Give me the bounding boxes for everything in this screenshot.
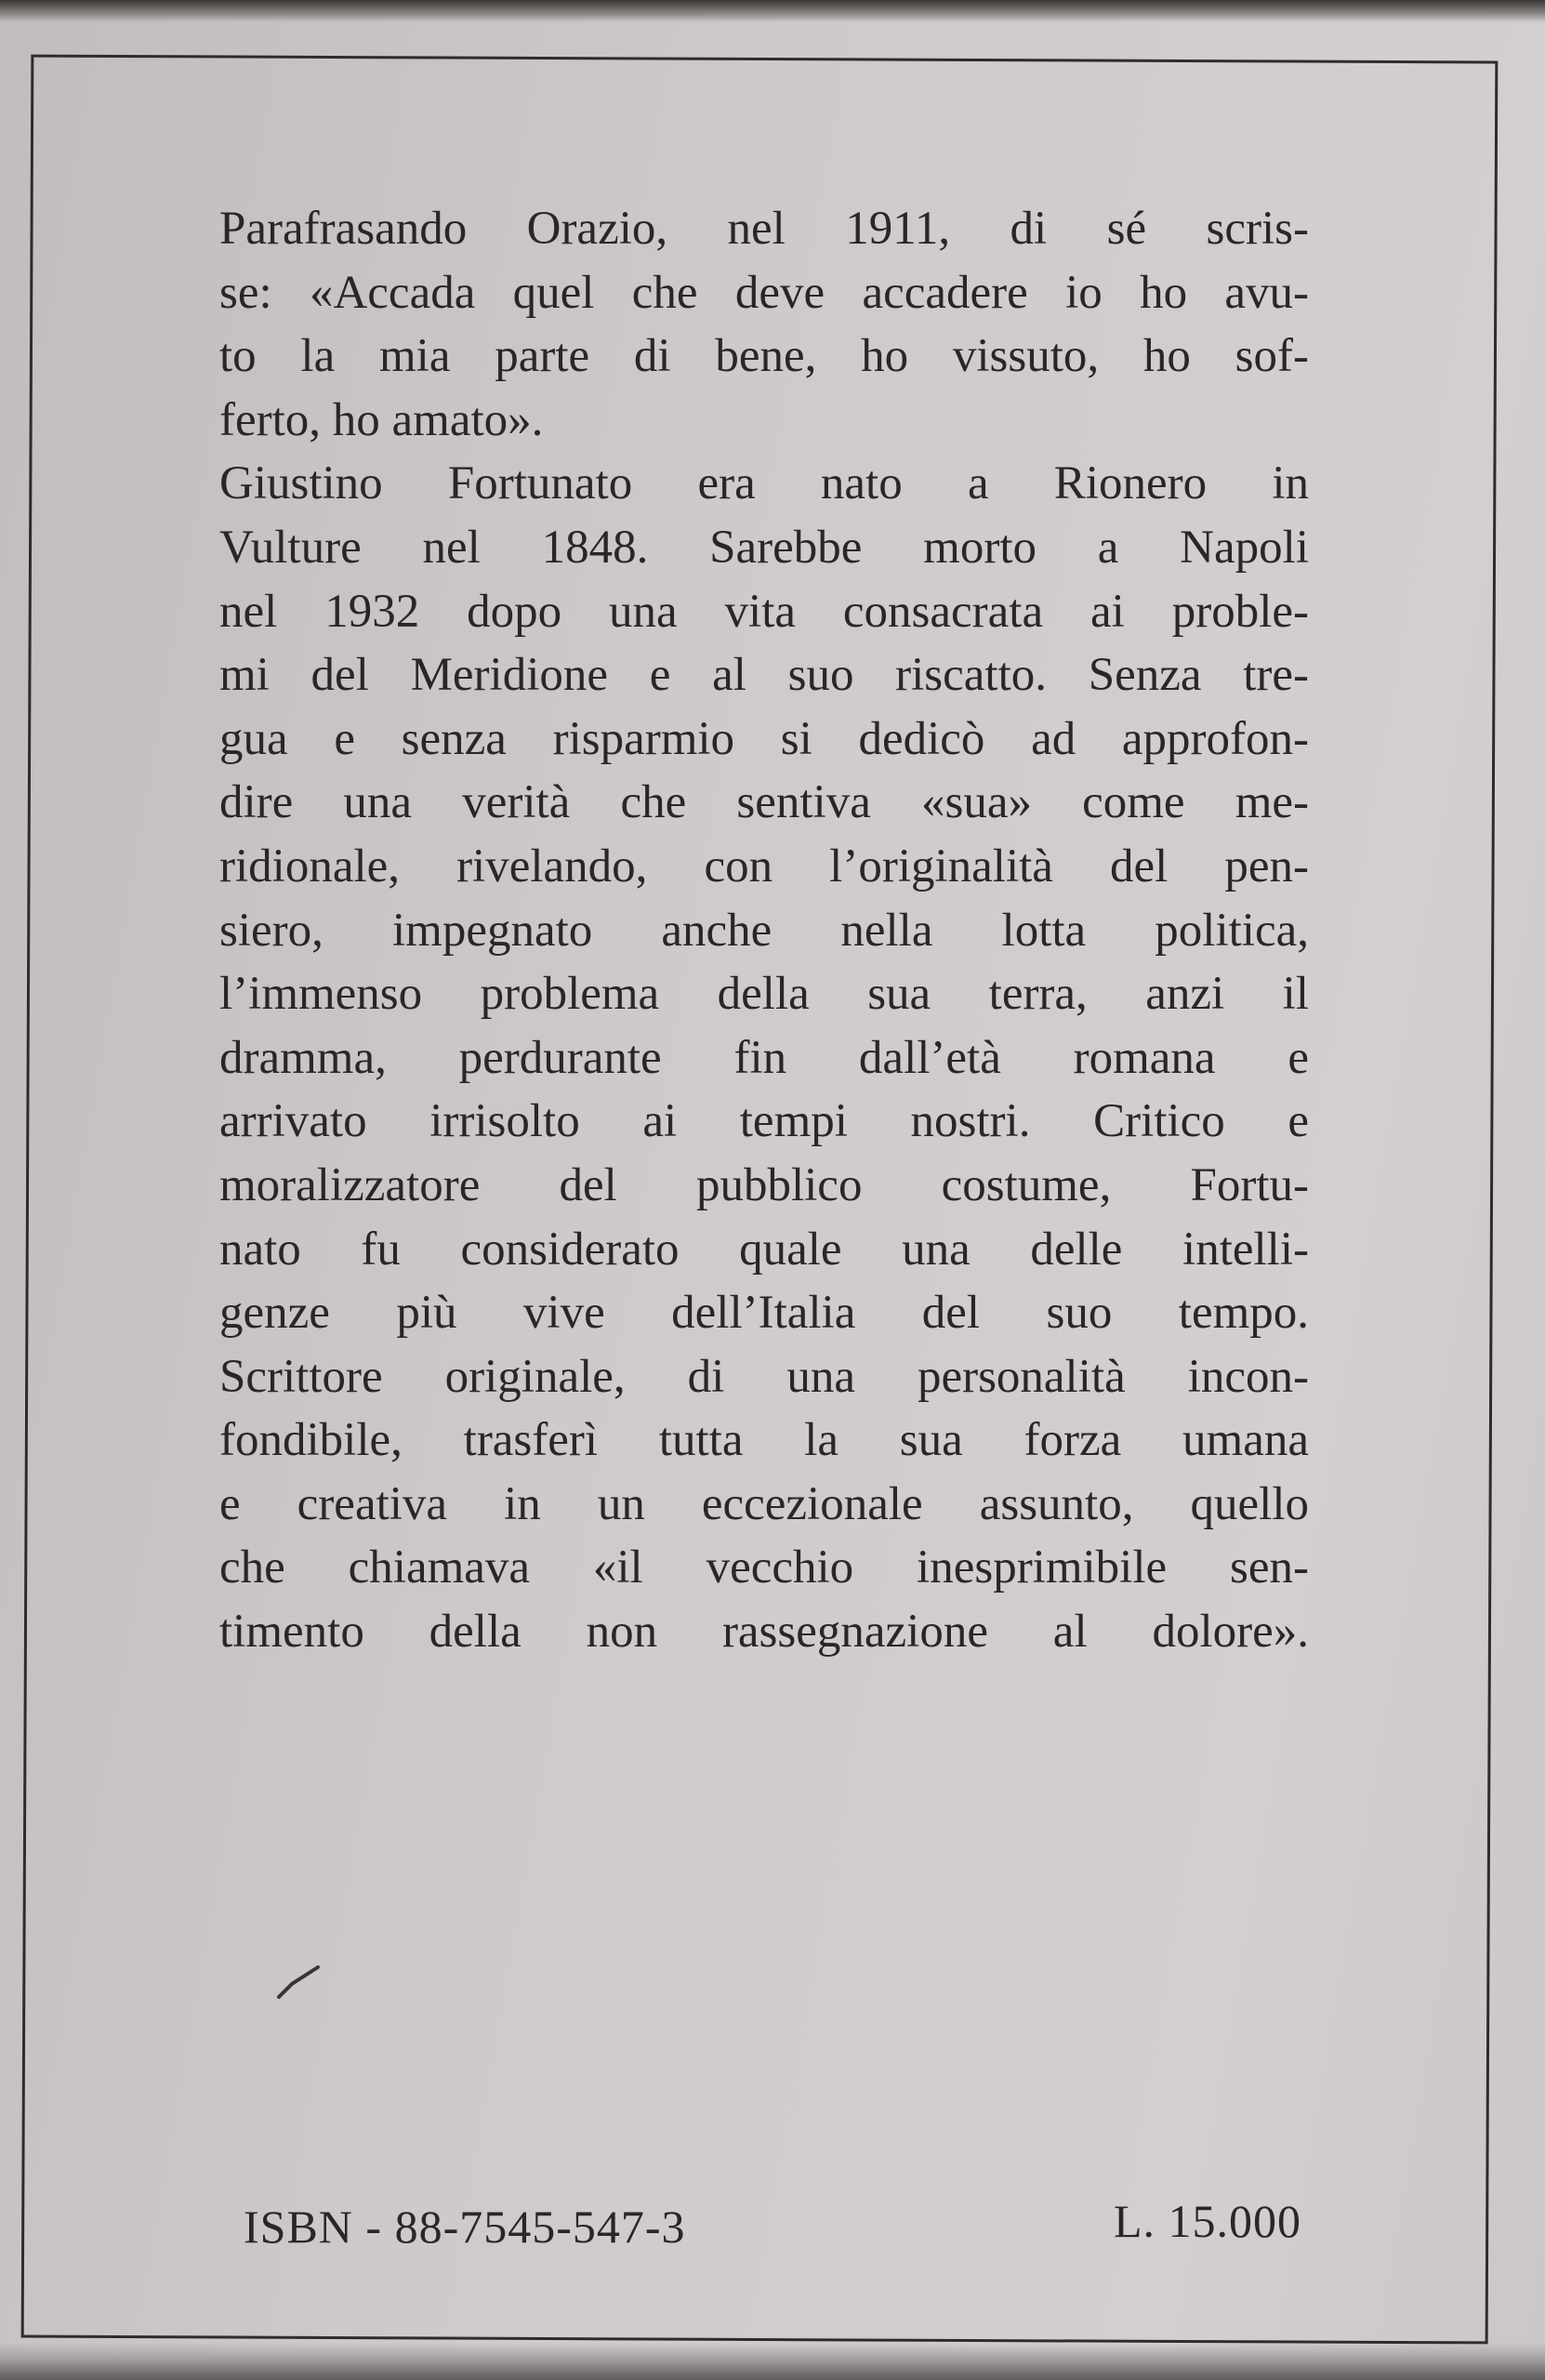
blurb-line: arrivato irrisolto ai tempi nostri. Critico e (219, 1095, 1309, 1148)
blurb-line: siero, impegnato anche nella lotta politica, (219, 904, 1309, 957)
blurb-line: nel 1932 dopo una vita consacrata ai proble- (219, 585, 1309, 638)
blurb-line: e creativa in un eccezionale assunto, quello (219, 1477, 1309, 1530)
blurb-line: genze più vive dell’Italia del suo tempo. (219, 1287, 1309, 1340)
blurb-line: ridionale, rivelando, con l’originalità del pen- (219, 840, 1309, 892)
back-cover-blurb (219, 197, 1309, 1664)
bottom-shadow (0, 2343, 1545, 2380)
blurb-line: mi del Meridione e al suo riscatto. Senza tre- (219, 649, 1309, 702)
blurb-line: fondibile, trasferì tutta la sua forza umana (219, 1414, 1309, 1467)
price-label: L. 15.000 (1113, 2195, 1301, 2247)
pen-mark (275, 1964, 331, 2001)
blurb-line: se: «Accada quel che deve accadere io ho avu- (219, 266, 1309, 319)
blurb-line: timento della non rassegnazione al dolore». (219, 1606, 1309, 1659)
blurb-line: dire una verità che sentiva «sua» come me- (219, 776, 1309, 829)
blurb-line: l’immenso problema della sua terra, anzi il (219, 968, 1309, 1021)
isbn-number: ISBN - 88-7545-547-3 (244, 2201, 686, 2253)
blurb-line: moralizzatore del pubblico costume, Fortu- (219, 1158, 1309, 1211)
blurb-line: dramma, perdurante fin dall’età romana e (219, 1031, 1309, 1084)
blurb-line: Vulture nel 1848. Sarebbe morto a Napoli (219, 521, 1309, 574)
blurb-line: Parafrasando Orazio, nel 1911, di sé scris- (219, 203, 1309, 255)
blurb-line: gua e senza risparmio si dedicò ad approfon- (219, 712, 1309, 765)
blurb-line: nato fu considerato quale una delle intelli- (219, 1223, 1309, 1276)
blurb-line: Scrittore originale, di una personalità incon- (219, 1350, 1309, 1403)
blurb-line: ferto, ho amato». (219, 393, 544, 446)
top-shadow (0, 0, 1545, 22)
blurb-line: to la mia parte di bene, ho vissuto, ho sof- (219, 330, 1309, 383)
blurb-line: Giustino Fortunato era nato a Rionero in (219, 457, 1309, 510)
blurb-line: che chiamava «il vecchio inesprimibile sen- (219, 1541, 1309, 1594)
